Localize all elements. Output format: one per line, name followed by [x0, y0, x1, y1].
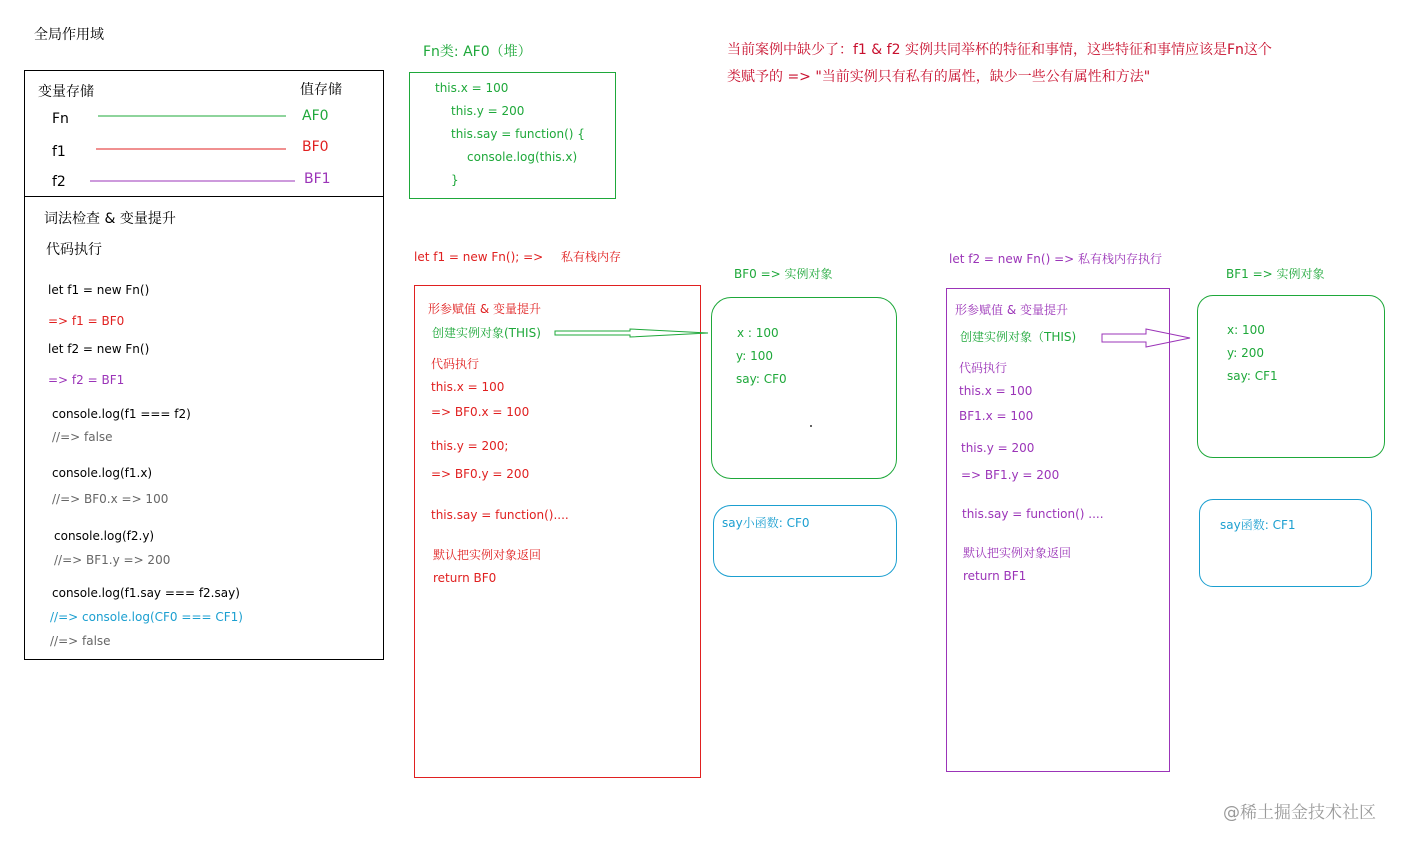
f1-exec-line: return BF0	[433, 571, 497, 585]
f1-exec-line: this.y = 200;	[431, 439, 509, 453]
note-line-2: 类赋予的 => "当前实例只有私有的属性，缺少一些公有属性和方法"	[727, 69, 1151, 85]
watermark: @稀土掘金技术社区	[1223, 803, 1376, 823]
bf0-arrow	[555, 329, 708, 337]
value-store-header: 值存储	[300, 82, 342, 98]
f1-exec-line: => BF0.y = 200	[431, 467, 530, 481]
bf1-prop: say: CF1	[1227, 369, 1278, 383]
code-line: console.log(f1.x)	[52, 466, 153, 480]
bf0-label: BF0 => 实例对象	[734, 267, 833, 281]
var-name-f1: f1	[52, 144, 66, 160]
f2-exec-line: => BF1.y = 200	[961, 468, 1060, 482]
code-line: console.log(f2.y)	[54, 529, 155, 543]
f2-exec-line: this.y = 200	[961, 441, 1035, 455]
f2-exec-line: 代码执行	[959, 361, 1008, 375]
code-line: //=> BF0.x => 100	[52, 492, 169, 506]
var-store-header: 变量存储	[38, 84, 94, 100]
bf0-prop: x : 100	[737, 326, 779, 340]
f1-exec-line: this.say = function()....	[431, 508, 569, 522]
f2-exec-line: this.say = function() ....	[962, 507, 1104, 521]
var-value-f1: BF0	[302, 139, 329, 155]
f1-exec-line: 创建实例对象(THIS)	[432, 326, 541, 340]
code-line: => f2 = BF1	[48, 373, 125, 387]
bf1-arrow	[1102, 329, 1190, 347]
f2-exec-line: 默认把实例对象返回	[963, 546, 1072, 560]
bf1-prop: x: 100	[1227, 323, 1265, 337]
f2-exec-line: 形参赋值 & 变量提升	[955, 303, 1068, 317]
fn-code-line: }	[451, 173, 459, 187]
bf1-label: BF1 => 实例对象	[1226, 267, 1325, 281]
note-line-1: 当前案例中缺少了：f1 & f2 实例共同举杯的特征和事情，这些特征和事情应该是Fn这个	[727, 42, 1272, 58]
var-value-f2: BF1	[304, 171, 331, 187]
code-line: //=> false	[52, 430, 113, 444]
lexical-check-heading: 词法检查 & 变量提升	[44, 211, 176, 227]
f2-exec-line: this.x = 100	[959, 384, 1033, 398]
code-line: console.log(f1 === f2)	[52, 407, 191, 421]
fn-code-line: this.say = function() {	[451, 127, 585, 141]
code-line: //=> false	[50, 634, 111, 648]
f2-exec-line: 创建实例对象（THIS)	[960, 330, 1077, 344]
f1-exec-line: 形参赋值 & 变量提升	[428, 302, 541, 316]
bf1-prop: y: 200	[1227, 346, 1264, 360]
code-line: => f1 = BF0	[48, 314, 125, 328]
f1-exec-line: 默认把实例对象返回	[433, 548, 542, 562]
fn-code-line: this.x = 100	[435, 81, 509, 95]
code-line: let f1 = new Fn()	[48, 283, 150, 297]
bf0-prop: y: 100	[736, 349, 773, 363]
f1-exec-title-tail: 私有栈内存	[561, 250, 622, 264]
f1-exec-line: 代码执行	[431, 357, 480, 371]
code-line: //=> BF1.y => 200	[54, 553, 171, 567]
code-line: console.log(f1.say === f2.say)	[52, 586, 240, 600]
f2-exec-line: return BF1	[963, 569, 1027, 583]
cf0-label: say小函数: CF0	[722, 516, 810, 530]
fn-code-line: console.log(this.x)	[467, 150, 578, 164]
f1-exec-line: => BF0.x = 100	[431, 405, 530, 419]
f2-exec-line: BF1.x = 100	[959, 409, 1034, 423]
f1-exec-line: this.x = 100	[431, 380, 505, 394]
fn-class-title: Fn类: AF0（堆）	[423, 44, 532, 60]
f1-exec-title: let f1 = new Fn(); =>	[414, 250, 544, 264]
code-exec-heading: 代码执行	[46, 242, 102, 258]
code-line: let f2 = new Fn()	[48, 342, 150, 356]
global-scope-title: 全局作用域	[34, 27, 104, 43]
code-line: //=> console.log(CF0 === CF1)	[50, 610, 243, 624]
var-name-fn: Fn	[52, 111, 69, 127]
bf0-prop: say: CF0	[736, 372, 787, 386]
cf1-label: say函数: CF1	[1220, 518, 1296, 532]
fn-code-line: this.y = 200	[451, 104, 525, 118]
var-name-f2: f2	[52, 174, 66, 190]
f2-exec-title: let f2 = new Fn() => 私有栈内存执行	[949, 252, 1163, 266]
var-value-fn: AF0	[302, 108, 329, 124]
